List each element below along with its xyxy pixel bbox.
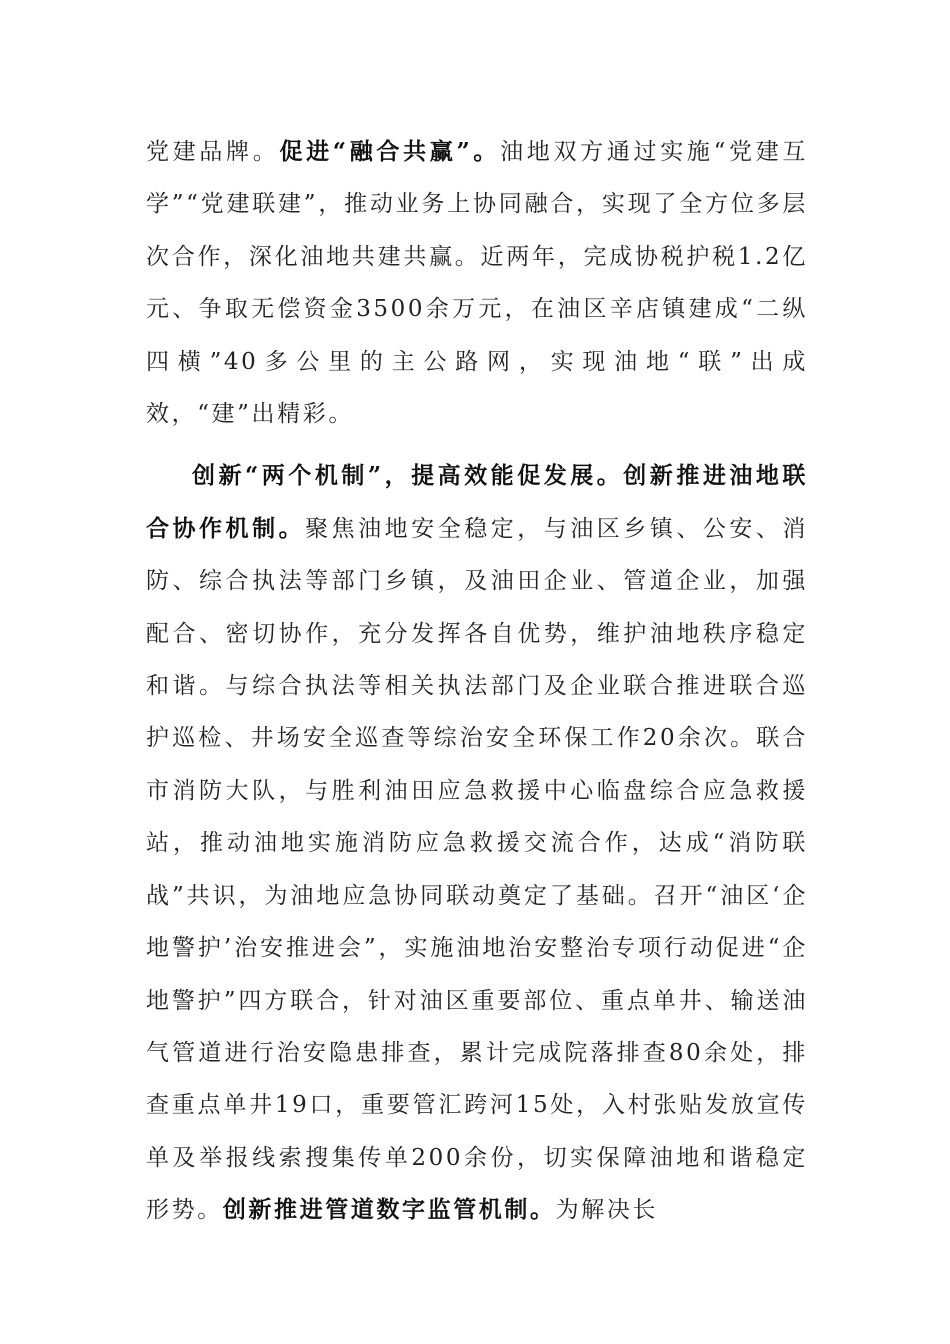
paragraph-2 [146, 450, 808, 1236]
paragraph-2-bold-heading-2: 创新推进管道数字监管机制。 [222, 1196, 556, 1224]
document-body [146, 126, 808, 1237]
paragraph-2-bold-heading-1: 创新推进油地联合协作机制。 [146, 462, 808, 542]
paragraph-2-text-1: 聚焦油地安全稳定，与油区乡镇、公安、消防、综合执法等部门乡镇，及油田企业、管道企业，加强配合、密切协作，充分发挥各自优势，维护油地秩序稳定和谐。与综合执法等相关执法部门及企业联合推进联合巡护巡检、井场安全巡查等综治安全环保工作20余次。联合市消防大队，与胜利油田应急救援中心临盘综合应急救援站，推动油地实施消防应急救援交流合作，达成“消防联战”共识，为油地应急协同联动奠定了基础。召开“油区‘企地警护’治安推进会”，实施油地治安整治专项行动促进“企地警护”四方联合，针对油区重要部位、重点单井、输送油气管道进行治安隐患排查，累计完成院落排查80余处，排查重点单井19口，重要管汇跨河15处，入村张贴发放宣传单及举报线索搜集传单200余份，切实保障油地和谐稳定形势。 [146, 515, 808, 1224]
paragraph-1-text: 油地双方通过实施“党建互学”“党建联建”，推动业务上协同融合，实现了全方位多层次合作，深化油地共建共赢。近两年，完成协税护税1.2亿元、争取无偿资金3500余万元，在油区辛店镇建成“二纵四横”40多公里的主公路网，实现油地“联”出成效，“建”出精彩。 [146, 139, 809, 428]
paragraph-1-lead: 党建品牌。 [146, 139, 280, 165]
paragraph-2-text-2: 为解决长 [555, 1197, 659, 1224]
paragraph-1 [146, 126, 808, 440]
paragraph-1-bold-heading: 促进“融合共赢”。 [279, 138, 501, 165]
paragraph-2-section-title: 创新“两个机制”，提高效能促发展。 [192, 462, 624, 490]
